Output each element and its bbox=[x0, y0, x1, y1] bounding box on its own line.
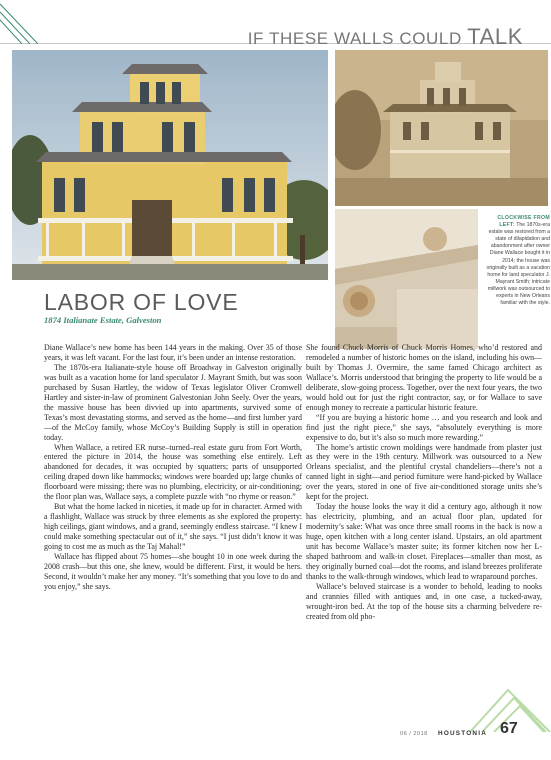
paragraph: Diane Wallace’s new home has been 144 years in the making. Over 35 of those years, it was left vacant. For the last four, it’s been under an intense restoration. bbox=[44, 343, 302, 362]
article-column-left bbox=[44, 343, 302, 592]
section-title-last: TALK bbox=[467, 24, 523, 49]
caption-heading: CLOCKWISE FROM LEFT: bbox=[497, 215, 550, 229]
millwork-detail-photo bbox=[335, 209, 478, 349]
paragraph: “If you are buying a historic home … and you research and look and find just the right piece,” she says, “absolutely everything is more expensive to do, but it’s also so much more rewarding.” bbox=[306, 412, 542, 442]
paragraph: But what the home lacked in niceties, it made up for in character. Armed with a flashlight, Wallace was struck by three elements as she explored the property: high ceilings, giant windows, and a grand, seemingly endless staircase. “I knew I could make something spectacular out of it,” she says. “I just didn’t know it was going to cost me as much as the Taj Mahal!” bbox=[44, 502, 302, 552]
historic-house-photo bbox=[335, 50, 548, 206]
article-column-right bbox=[306, 343, 542, 622]
paragraph: She found Chuck Morris of Chuck Morris Homes, who’d restored and remodeled a number of historic homes on the island, including his own—built by Thomas J. Overmire, the same famed Chicago architect as Wallace’s. Morris understood that bringing the property to life would be a deliberate, slow-going process. Together, over the next four years, the two would hold out for just the right contractor, say, or for Wallace to save enough money to recreate a particular historic feature. bbox=[306, 343, 542, 412]
caption-text: The 1870s-era estate was restored from a state of dilapidation and abandonment after owner Diane Wallace bought it in 2014; the house was originally built as a vacation home for land speculator J. Mayrant Smith; intricate millwork was outsourced to experts in New Orleans familiar with the style. bbox=[486, 222, 550, 307]
magazine-name: HOUSTONIA bbox=[438, 730, 488, 737]
paragraph: Wallace has flipped about 75 homes—she bought 10 in one week during the 2008 crash—but this one, she knew, would be different. First, it would be hers. Second, it wouldn’t make her any money. “It’s something that you love to do and you enjoy,” she says. bbox=[44, 552, 302, 591]
photo-caption bbox=[484, 215, 550, 307]
section-title bbox=[248, 24, 523, 50]
paragraph: The home’s artistic crown moldings were handmade from plaster just as they were in the 19th century. Millwork was outsourced to a New Orleans specialist, and the plentiful crystal chandeliers—there’s not a canned light in sight—and period furniture were hand-picked by Wallace over the years, stored in one of five air-conditioned storage units she’s kept for the project. bbox=[306, 442, 542, 502]
house-exterior-photo bbox=[12, 50, 328, 280]
issue-date: 06 / 2018 bbox=[400, 731, 428, 737]
page-header bbox=[0, 0, 551, 49]
section-title-prefix: IF THESE WALLS COULD bbox=[247, 29, 462, 48]
page-number: 67 bbox=[500, 720, 518, 737]
paragraph: When Wallace, a retired ER nurse–turned–real estate guru from Fort Worth, entered the picture in 2014, the house was something else entirely. Left abandoned for decades, it was occupied by squatters; parts of unsupported ceiling draped down like hammocks; windows were boarded up; large chunks of floorboard were missing; there was no plumbing, electricity, or air-conditioning; the floor plan was, Wallace says, a complete puzzle with “no rhyme or reason.” bbox=[44, 442, 302, 502]
paragraph: The 1870s-era Italianate-style house off Broadway in Galveston originally was built as a vacation home for land speculator J. Mayrant Smith, but was soon purchased by Susan Hartley, the widow of Texas legislator Oliver Cromwell Hartley and sister-in-law of prominent Galvestonian John Seely. Over the years, the massive house has been divvied up into apartments, survived some of Texas’s most devastating storms, and served as the home—and first lumber yard—of the McCoy family, whose McCoy’s Building Supply is still in operation today. bbox=[44, 362, 302, 442]
corner-lines-icon bbox=[0, 0, 60, 44]
paragraph: Wallace’s beloved staircase is a wonder to behold, leading to nooks and crannies filled with antiques and, in one case, a tucked-away, wrought-iron bed. At the top of the house sits a charming belvedere re-created from old pho- bbox=[306, 581, 542, 621]
paragraph: Today the house looks the way it did a century ago, although it now has electricity, plumbing, and an actual floor plan, updated for modernity’s sake: What was once three small rooms in the back is now a huge, open kitchen with a long center island. Upstairs, an old apartment unit has become Wallace’s master suite; its former kitchen now her L-shaped bathroom and walk-in closet. Fireplaces—smaller than most, as they originally burned coal—dot the rooms, and island breezes proliferate thanks to the walk-through windows, which lead to wraparound porches. bbox=[306, 502, 542, 581]
story-subtitle: 1874 Italianate Estate, Galveston bbox=[44, 315, 162, 325]
story-title: LABOR OF LOVE bbox=[44, 289, 239, 315]
